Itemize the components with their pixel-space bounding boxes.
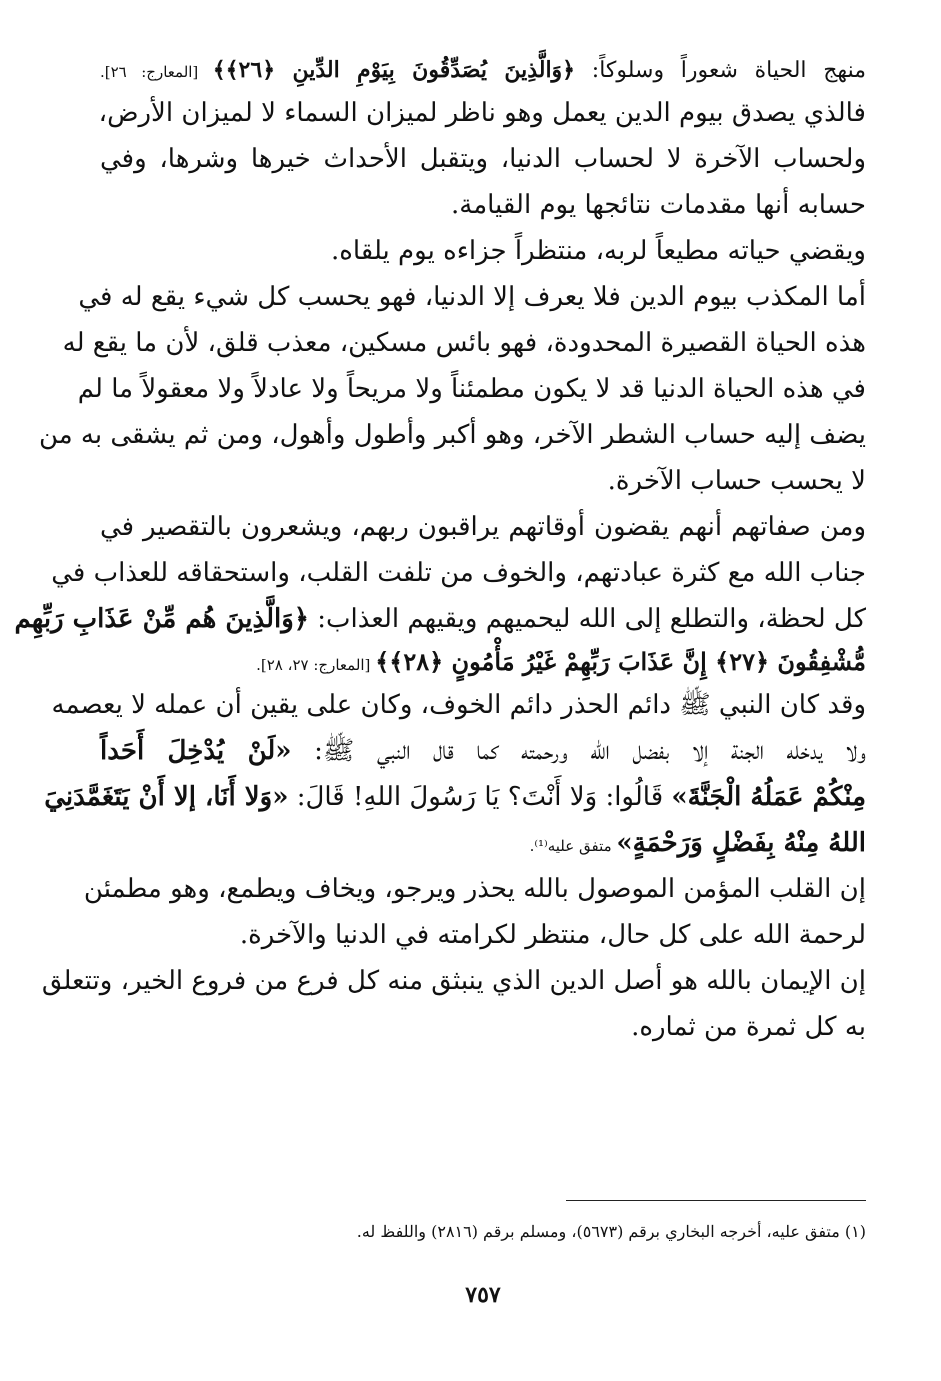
text-line-18 bbox=[100, 820, 866, 866]
verse-reference: [المعارج: ٢٦]. bbox=[100, 63, 213, 81]
text-line-13 bbox=[14, 596, 866, 642]
hadith-text: «وَلا أَنَا، إلا أَنْ يَتَغَمَّدَنِيَ bbox=[44, 782, 289, 812]
text-line-20 bbox=[100, 912, 866, 958]
text-line-16 bbox=[100, 728, 866, 774]
text-line-6 bbox=[78, 274, 866, 320]
text-line-10 bbox=[100, 458, 866, 504]
text-segment: يضف إليه حساب الشطر الآخر، وهو أكبر وأطول وأهول، ومن ثم يشقى به من bbox=[38, 420, 866, 450]
text-segment: كل لحظة، والتطلع إلى الله ليحميهم ويقيهم العذاب: bbox=[309, 604, 866, 634]
text-line-9 bbox=[38, 412, 866, 458]
text-segment: وقد كان النبي ﷺ دائم الحذر دائم الخوف، وكان على يقين أن عمله لا يعصمه bbox=[51, 690, 866, 720]
text-segment: إن القلب المؤمن الموصول بالله يحذر ويرجو، ويخاف ويطمع، وهو مطمئن bbox=[83, 874, 866, 904]
text-segment: قَالُوا: وَلا أَنْتَ؟ يَا رَسُولَ اللهِ! قَالَ: bbox=[288, 782, 672, 812]
quran-verse: ﴿وَالَّذِينَ يُصَدِّقُونَ بِيَوْمِ الدِّينِ ﴿٢٦﴾﴾ bbox=[212, 57, 576, 83]
hadith-text: مِنْكُمْ عَمَلُهُ الْجَنَّةَ» bbox=[671, 782, 866, 812]
quran-verse: ﴿وَالَّذِينَ هُم مِّنْ عَذَابِ رَبِّهِم bbox=[14, 604, 310, 634]
text-segment: جناب الله مع كثرة عبادتهم، والخوف من تلفت القلب، واستحقاقه للعذاب في bbox=[51, 558, 866, 588]
text-segment: حسابه أنها مقدمات نتائجها يوم القيامة. bbox=[451, 190, 866, 220]
text-line-17 bbox=[44, 774, 866, 820]
text-segment: لا يحسب حساب الآخرة. bbox=[607, 466, 866, 496]
text-segment: منهج الحياة شعوراً وسلوكاً: bbox=[575, 58, 866, 83]
hadith-text: اللهُ مِنْهُ بِفَضْلٍ وَرَحْمَةٍ» bbox=[616, 828, 866, 858]
text-segment: ومن صفاتهم أنهم يقضون أوقاتهم يراقبون ربهم، ويشعرون بالتقصير في bbox=[100, 512, 866, 542]
text-line-5 bbox=[100, 228, 866, 274]
verse-reference: [المعارج: ٢٧، ٢٨]. bbox=[256, 656, 376, 674]
text-line-7 bbox=[62, 320, 866, 366]
text-segment: به كل ثمرة من ثماره. bbox=[631, 1012, 866, 1042]
hadith-source: متفق عليه⁽¹⁾. bbox=[529, 837, 617, 855]
text-line-21 bbox=[41, 958, 866, 1004]
text-segment: ولحساب الآخرة لا لحساب الدنيا، ويتقبل الأحداث خيرها وشرها، وفي bbox=[100, 144, 866, 174]
text-segment: هذه الحياة القصيرة المحدودة، فهو بائس مسكين، معذب قلق، لأن ما يقع له bbox=[62, 328, 866, 358]
text-line-1 bbox=[100, 50, 866, 90]
text-line-14 bbox=[100, 642, 866, 682]
text-line-22 bbox=[100, 1004, 866, 1050]
hadith-text: «لَنْ يُدْخِلَ أَحَداً bbox=[100, 736, 292, 766]
text-line-12 bbox=[51, 550, 866, 596]
text-segment: ويقضي حياته مطيعاً لربه، منتظراً جزاءه يوم يلقاه. bbox=[330, 236, 866, 266]
quran-verse: مُّشْفِقُونَ ﴿٢٧﴾ إِنَّ عَذَابَ رَبِّهِمْ غَيْرُ مَأْمُونٍ ﴿٢٨﴾﴾ bbox=[375, 647, 866, 676]
text-line-2 bbox=[100, 90, 866, 136]
text-line-4 bbox=[100, 182, 866, 228]
page-number: ٧٥٧ bbox=[465, 1282, 501, 1308]
text-line-11 bbox=[100, 504, 866, 550]
text-segment: فالذي يصدق بيوم الدين يعمل وهو ناظر لميزان السماء لا لميزان الأرض، bbox=[98, 98, 866, 128]
text-segment: أما المكذب بيوم الدين فلا يعرف إلا الدنيا، فهو يحسب كل شيء يقع له في bbox=[78, 282, 866, 312]
text-line-3 bbox=[100, 136, 866, 182]
text-segment: في هذه الحياة الدنيا قد لا يكون مطمئناً ولا مريحاً ولا عادلاً ولا معقولاً ما لم bbox=[77, 374, 866, 404]
body-text bbox=[14, 50, 866, 1050]
text-segment: لرحمة الله على كل حال، منتظر لكرامته في الدنيا والآخرة. bbox=[239, 920, 866, 950]
text-segment: ولا يدخله الجنة إلا بفضل الله ورحمته كما قال النبي ﷺ: bbox=[291, 736, 866, 766]
text-line-19 bbox=[83, 866, 866, 912]
footnote-divider bbox=[566, 1200, 866, 1201]
text-line-8 bbox=[77, 366, 866, 412]
page bbox=[14, 50, 866, 1331]
text-line-15 bbox=[51, 682, 866, 728]
text-segment: إن الإيمان بالله هو أصل الدين الذي ينبثق منه كل فرع من فروع الخير، وتتعلق bbox=[41, 966, 866, 996]
footnote: (١) متفق عليه، أخرجه البخاري برقم (٥٦٧٣)، ومسلم برقم (٢٨١٦) واللفظ له. bbox=[356, 1222, 866, 1241]
